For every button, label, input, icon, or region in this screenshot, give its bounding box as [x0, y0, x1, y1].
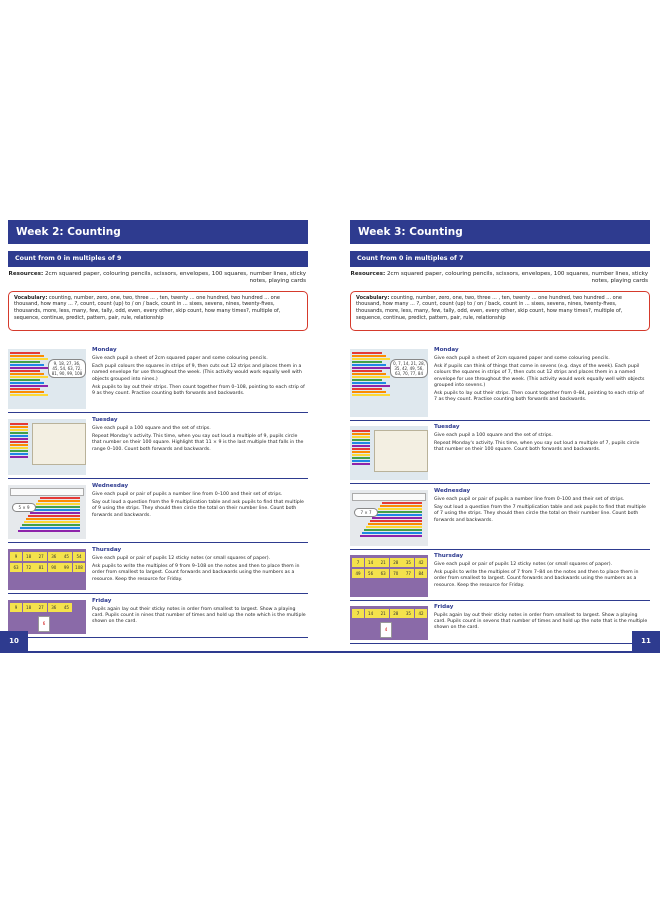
- sticky-note: 9: [10, 603, 22, 612]
- colour-strip: [10, 391, 44, 393]
- activity-paragraph: Give each pupil a 100 square and the set of strips.: [434, 433, 553, 438]
- day-heading: Wednesday: [92, 483, 129, 489]
- activity-thursday: [350, 553, 650, 599]
- colour-strips: [352, 352, 392, 397]
- colour-strip: [10, 456, 28, 458]
- speech-bubble: 5 × 9: [12, 503, 36, 512]
- activity-paragraph: Ask pupils to lay out their strips. Then count together from 0–108, pointing to each strip of 9 as they count. Practise counting both forwards and backwards.: [92, 384, 305, 397]
- colour-strip: [352, 367, 390, 369]
- sticky-note: 35: [402, 609, 414, 618]
- colour-strip: [28, 515, 80, 517]
- section-divider: [350, 643, 650, 644]
- colour-strip: [10, 367, 48, 369]
- colour-strip: [10, 355, 44, 357]
- colour-strip: [352, 355, 386, 357]
- sticky-note: 42: [415, 609, 427, 618]
- colour-strip: [40, 497, 80, 499]
- activity-paragraph: Ask pupils to write the multiples of 7 from 7–84 on the notes and then to place them in order from smallest to largest. Count forwards and backwards using the numbers as a resource. Keep the resource for Friday.: [434, 570, 639, 588]
- number-line: [352, 493, 426, 501]
- day-heading: Wednesday: [434, 488, 471, 494]
- activity-paragraph: Ask if pupils can think of things that come in sevens (e.g. days of the week). Each pupil colours the squares in strips of 7, then cuts out 12 strips and places them in a named envelope for use throughout the week. (This activity would work equally well with objects grouped into sevens.): [434, 364, 645, 388]
- colour-strip: [10, 450, 28, 452]
- speech-bubble: 7 × 7: [354, 508, 378, 517]
- week-title: Week 2: Counting: [8, 220, 308, 244]
- sticky-note: 35: [402, 558, 414, 567]
- sticky-note: 99: [60, 563, 72, 572]
- colour-strip: [352, 445, 370, 447]
- activity-photo: [350, 426, 428, 480]
- day-heading: Monday: [434, 347, 459, 353]
- vocabulary-list: counting, number, zero, one, two, three ... , ten, twenty ... one hundred, two hundred ... one thousand, how many ... ?, count, count (up) to / on / back, count in ... sixes, sevens, nines, twenty-fives, thousands, more, less, many, few, tally, odd, even, every other, skip count, how many times?, multiple of, sequence, continue, predict, pattern, pair, rule, relationship: [14, 294, 281, 321]
- colour-strip: [352, 436, 370, 438]
- activity-photo: [350, 349, 428, 417]
- activity-photo: [8, 419, 86, 475]
- colour-strip: [352, 388, 382, 390]
- sticky-note: 27: [35, 603, 47, 612]
- colour-strips: [10, 423, 30, 459]
- section-divider: [8, 542, 308, 543]
- activity-text: [434, 424, 648, 456]
- colour-strip: [352, 364, 386, 366]
- colour-strip: [352, 463, 370, 465]
- sticky-note: 36: [48, 603, 60, 612]
- activity-wednesday: [8, 483, 308, 541]
- day-heading: Friday: [434, 604, 454, 610]
- vocabulary-box: [8, 291, 308, 331]
- activity-photo: [8, 349, 86, 409]
- colour-strip: [372, 517, 422, 519]
- colour-strip: [362, 532, 422, 534]
- day-heading: Tuesday: [92, 417, 118, 423]
- colour-strip: [352, 442, 370, 444]
- colour-strip: [24, 521, 80, 523]
- activity-monday: [8, 347, 308, 411]
- activity-paragraph: Give each pupil a sheet of 2cm squared paper and some colouring pencils.: [92, 356, 268, 361]
- colour-strip: [352, 391, 386, 393]
- colour-strip: [360, 535, 422, 537]
- colour-strip: [38, 500, 80, 502]
- section-divider: [8, 412, 308, 413]
- colour-strip: [352, 454, 370, 456]
- colour-strip: [370, 520, 422, 522]
- activity-text: [92, 483, 306, 521]
- colour-strip: [10, 444, 28, 446]
- playing-card: 6: [38, 616, 50, 632]
- bottom-rule: [0, 651, 660, 653]
- colour-strip: [10, 373, 44, 375]
- colour-strip: [10, 432, 28, 434]
- activity-photo: [350, 555, 428, 597]
- sticky-note: 42: [415, 558, 427, 567]
- playing-card: 4: [380, 622, 392, 638]
- page-number: 11: [632, 631, 660, 652]
- activity-text: [92, 598, 306, 628]
- day-heading: Friday: [92, 598, 112, 604]
- activity-paragraph: Give each pupil or pair of pupils a number line from 0–100 and their set of strips.: [92, 492, 283, 497]
- colour-strip: [352, 373, 386, 375]
- colour-strip: [352, 457, 370, 459]
- colour-strip: [352, 430, 370, 432]
- colour-strip: [10, 447, 28, 449]
- colour-strip: [10, 358, 48, 360]
- sticky-note: 9: [10, 552, 22, 561]
- activity-tuesday: [350, 424, 650, 482]
- resources-label: Resources:: [350, 271, 386, 277]
- sticky-note: 63: [377, 569, 389, 578]
- sticky-note: 90: [48, 563, 60, 572]
- colour-strip: [352, 433, 370, 435]
- colour-strip: [10, 423, 28, 425]
- speech-bubble: 9, 18, 27, 36, 45, 54, 63, 72, 81, 90, 99, 108: [48, 359, 86, 378]
- colour-strip: [10, 385, 48, 387]
- colour-strip: [366, 526, 422, 528]
- sticky-note: 77: [402, 569, 414, 578]
- colour-strip: [26, 518, 80, 520]
- colour-strip: [10, 352, 40, 354]
- activity-text: [434, 553, 648, 591]
- colour-strip: [10, 361, 40, 363]
- resources-label: Resources:: [8, 271, 44, 277]
- activity-photo: [350, 490, 428, 546]
- colour-strip: [352, 370, 382, 372]
- colour-strip: [10, 441, 28, 443]
- activity-paragraph: Give each pupil a 100 square and the set of strips.: [92, 426, 211, 431]
- activity-monday: [350, 347, 650, 419]
- colour-strip: [352, 394, 390, 396]
- speech-bubble: 0, 7, 14, 21, 28, 35, 42, 49, 56, 63, 70, 77, 84: [390, 359, 428, 378]
- sticky-note: 63: [10, 563, 22, 572]
- activity-paragraph: Say out loud a question from the 7 multiplication table and ask pupils to find that multiple of 7 using the strips. They should then circle the total on their number line. Count both forwards and backwards.: [434, 505, 646, 523]
- colour-strip: [368, 523, 422, 525]
- colour-strip: [10, 435, 28, 437]
- sticky-note: 81: [35, 563, 47, 572]
- sticky-note: 45: [60, 603, 72, 612]
- activity-paragraph: Say out loud a question from the 9 multiplication table and ask pupils to find that multiple of 9 using the strips. They should then circle the total on their number line. Count both forwards and backwards.: [92, 500, 304, 518]
- colour-strip: [36, 503, 80, 505]
- colour-strip: [10, 370, 40, 372]
- vocabulary-box: [350, 291, 650, 331]
- sticky-note: 49: [352, 569, 364, 578]
- left-page: [8, 220, 308, 626]
- colour-strip: [352, 376, 390, 378]
- colour-strip: [352, 382, 386, 384]
- vocabulary-list: counting, number, zero, one, two, three ... , ten, twenty ... one hundred, two hundred ... one thousand, how many ... ?, count, count (up) to / on / back, count in ... sixes, sevens, nines, twenty-fives, thousands, more, less, many, few, tally, odd, even, every other, skip count, how many times?, multiple of, sequence, continue, predict, pattern, pair, rule, relationship: [356, 294, 623, 321]
- activity-photo: [8, 549, 86, 590]
- activity-friday: [350, 604, 650, 642]
- sticky-note: 36: [48, 552, 60, 561]
- activity-text: [92, 547, 306, 585]
- colour-strip: [376, 511, 422, 513]
- hundred-square: [374, 430, 428, 472]
- page-number: 10: [0, 631, 28, 652]
- activity-paragraph: Ask pupils to lay out their strips. Then count together from 0–84, pointing to each strip of 7 as they count. Practise counting both forwards and backwards.: [434, 391, 644, 403]
- activity-text: [92, 347, 306, 399]
- section-divider: [8, 637, 308, 638]
- colour-strip: [10, 382, 44, 384]
- activity-photo: [350, 606, 428, 640]
- colour-strip: [364, 529, 422, 531]
- activity-paragraph: Pupils again lay out their sticky notes in order from smallest to largest. Show a playing card. Pupils count in sevens that number of times and hold up the note that is the multiple shown on the card.: [434, 613, 648, 631]
- activity-text: [92, 417, 306, 455]
- activity-photo: [8, 485, 86, 539]
- colour-strip: [10, 394, 48, 396]
- day-heading: Monday: [92, 347, 117, 353]
- sticky-note: 56: [365, 569, 377, 578]
- colour-strip: [352, 379, 382, 381]
- colour-strip: [10, 426, 28, 428]
- activity-friday: [8, 598, 308, 636]
- sticky-note: 72: [23, 563, 35, 572]
- colour-strip: [10, 364, 44, 366]
- sticky-note: 108: [73, 563, 85, 572]
- colour-strip: [352, 385, 390, 387]
- colour-strips: [10, 352, 50, 397]
- sticky-note: 14: [365, 609, 377, 618]
- activity-tuesday: [8, 417, 308, 477]
- activity-paragraph: Pupils again lay out their sticky notes in order from smallest to largest. Show a playing card. Pupils count in nines that number of times and hold up the note which is the multiple shown on the card.: [92, 607, 306, 625]
- activity-paragraph: Repeat Monday's activity. This time, when you say out loud a multiple of 9, pupils circle that number on their 100 square. Highlight that 11 × 9 is the last multiple that falls in the range 0–100. Count both forwards and backwards.: [92, 434, 304, 452]
- colour-strip: [378, 508, 422, 510]
- day-heading: Tuesday: [434, 424, 460, 430]
- colour-strip: [10, 429, 28, 431]
- colour-strip: [352, 352, 382, 354]
- activity-text: [434, 347, 648, 405]
- vocabulary-label: Vocabulary:: [14, 294, 48, 301]
- right-page: [350, 220, 650, 632]
- colour-strip: [352, 439, 370, 441]
- colour-strip: [374, 514, 422, 516]
- sticky-note: 18: [23, 552, 35, 561]
- section-divider: [350, 600, 650, 601]
- sticky-note: 7: [352, 609, 364, 618]
- activity-paragraph: Repeat Monday's activity. This time, when you say out loud a multiple of 7, pupils circle that number on their 100 square. Count both forwards and backwards.: [434, 441, 640, 453]
- sticky-note: 7: [352, 558, 364, 567]
- resources-list: 2cm squared paper, colouring pencils, scissors, envelopes, 100 squares, number lines, sticky notes, playing cards: [387, 271, 648, 285]
- activity-photo: [8, 600, 86, 634]
- colour-strip: [34, 506, 80, 508]
- colour-strip: [352, 361, 382, 363]
- sticky-note: 84: [415, 569, 427, 578]
- activity-text: [434, 604, 648, 634]
- colour-strip: [18, 530, 80, 532]
- colour-strip: [10, 388, 40, 390]
- activity-paragraph: Each pupil colours the squares in strips of 9, then cuts out 12 strips and places them in a named envelope for use throughout the week. (This activity would work equally well with objects grouped into nines.): [92, 364, 302, 382]
- colour-strip: [10, 438, 28, 440]
- colour-strip: [352, 451, 370, 453]
- section-divider: [350, 420, 650, 421]
- section-title: Count from 0 in multiples of 7: [350, 251, 650, 267]
- colour-strip: [30, 512, 80, 514]
- colour-strip: [22, 524, 80, 526]
- activity-paragraph: Give each pupil or pair of pupils 12 sticky notes (or small squares of paper).: [434, 562, 613, 567]
- number-line: [10, 488, 84, 496]
- sticky-note: 28: [390, 609, 402, 618]
- section-divider: [8, 478, 308, 479]
- colour-strip: [352, 460, 370, 462]
- colour-strip: [10, 376, 48, 378]
- colour-strip: [32, 509, 80, 511]
- section-divider: [350, 483, 650, 484]
- sticky-note: 70: [390, 569, 402, 578]
- activity-paragraph: Ask pupils to write the multiples of 9 from 9–108 on the notes and then to place them in order from smallest to largest. Count forwards and backwards using the numbers as a resource. Keep the resource for Friday.: [92, 564, 300, 582]
- activity-thursday: [8, 547, 308, 592]
- sticky-note: 21: [377, 558, 389, 567]
- section-divider: [8, 593, 308, 594]
- week-title: Week 3: Counting: [350, 220, 650, 244]
- activity-text: [434, 488, 648, 526]
- colour-strip: [10, 379, 40, 381]
- day-heading: Thursday: [92, 547, 122, 553]
- sticky-note: 45: [60, 552, 72, 561]
- sticky-note: 21: [377, 609, 389, 618]
- resources: [8, 271, 308, 286]
- sticky-note: 54: [73, 552, 85, 561]
- colour-strips: [352, 430, 372, 466]
- resources-list: 2cm squared paper, colouring pencils, scissors, envelopes, 100 squares, number lines, sticky notes, playing cards: [45, 271, 306, 285]
- activity-paragraph: Give each pupil a sheet of 2cm squared paper and some colouring pencils.: [434, 356, 610, 361]
- activity-wednesday: [350, 488, 650, 548]
- colour-strip: [380, 505, 422, 507]
- activity-paragraph: Give each pupil or pair of pupils a number line from 0–100 and their set of strips.: [434, 497, 625, 502]
- vocabulary-label: Vocabulary:: [356, 294, 390, 301]
- day-heading: Thursday: [434, 553, 464, 559]
- colour-strip: [382, 502, 422, 504]
- sticky-note: 14: [365, 558, 377, 567]
- hundred-square: [32, 423, 86, 465]
- section-divider: [350, 549, 650, 550]
- colour-strip: [352, 448, 370, 450]
- section-title: Count from 0 in multiples of 9: [8, 251, 308, 267]
- sticky-note: 28: [390, 558, 402, 567]
- activity-paragraph: Give each pupil or pair of pupils 12 sticky notes (or small squares of paper).: [92, 556, 271, 561]
- colour-strip: [352, 358, 390, 360]
- resources: [350, 271, 650, 286]
- colour-strip: [10, 453, 28, 455]
- sticky-note: 27: [35, 552, 47, 561]
- colour-strip: [20, 527, 80, 529]
- sticky-note: 18: [23, 603, 35, 612]
